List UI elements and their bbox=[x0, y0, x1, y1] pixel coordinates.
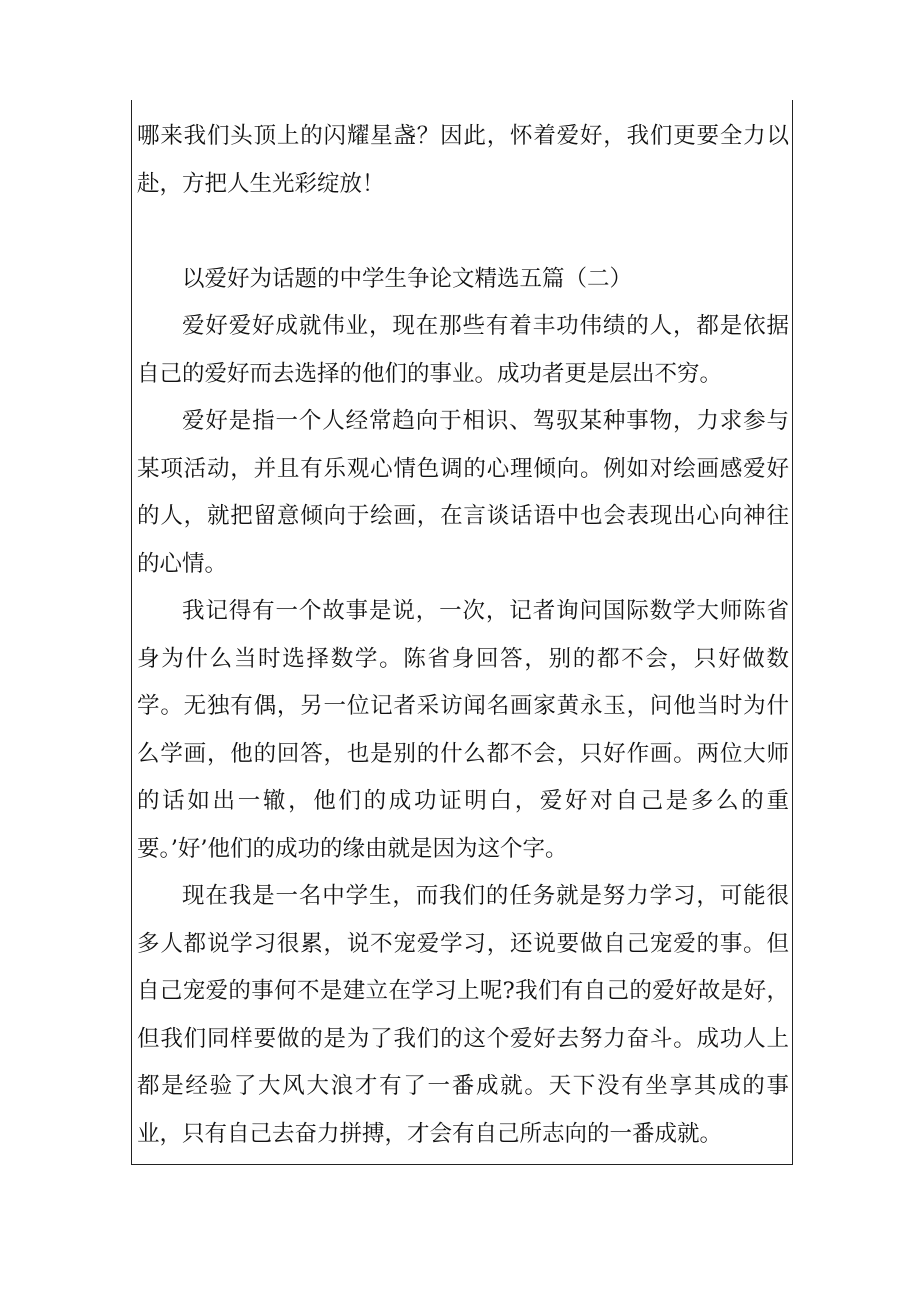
paragraph-2: 爱好是指一个人经常趋向于相识、驾驭某种事物，力求参与某项活动，并且有乐观心情色调的心理倾向。例如对绘画感爱好的人，就把留意倾向于绘画，在言谈话语中也会表现出心向神往的心情。 bbox=[137, 408, 789, 577]
paragraph-continuation: 哪来我们头顶上的闪耀星盏？因此，怀着爱好，我们更要全力以赴，方把人生光彩绽放！ bbox=[137, 123, 789, 197]
document-body bbox=[137, 113, 789, 1158]
section-heading: 以爱好为话题的中学生争论文精选五篇（二） bbox=[182, 265, 633, 292]
blank-line bbox=[137, 208, 789, 256]
paragraph-3: 我记得有一个故事是说，一次，记者询问国际数学大师陈省身为什么当时选择数学。陈省身回答，别的都不会，只好做数学。无独有偶，另一位记者采访闻名画家黄永玉，问他当时为什么学画，他的回答，也是别的什么都不会，只好作画。两位大师的话如出一辙，他们的成功证明白，爱好对自己是多么的重要。’好’他们的成功的缘由就是因为这个字。 bbox=[137, 598, 789, 862]
paragraph-1: 爱好爱好成就伟业，现在那些有着丰功伟绩的人，都是依据自己的爱好而去选择的他们的事业。成功者更是层出不穷。 bbox=[137, 313, 789, 387]
paragraph-4: 现在我是一名中学生，而我们的任务就是努力学习，可能很多人都说学习很累，说不宠爱学习，还说要做自己宠爱的事。但自己宠爱的事何不是建立在学习上呢?我们有自己的爱好故是好，但我们同样要做的是为了我们的这个爱好去努力奋斗。成功人上都是经验了大风大浪才有了一番成就。天下没有坐享其成的事业，只有自己去奋力拼搏，才会有自己所志向的一番成就。 bbox=[137, 883, 789, 1147]
